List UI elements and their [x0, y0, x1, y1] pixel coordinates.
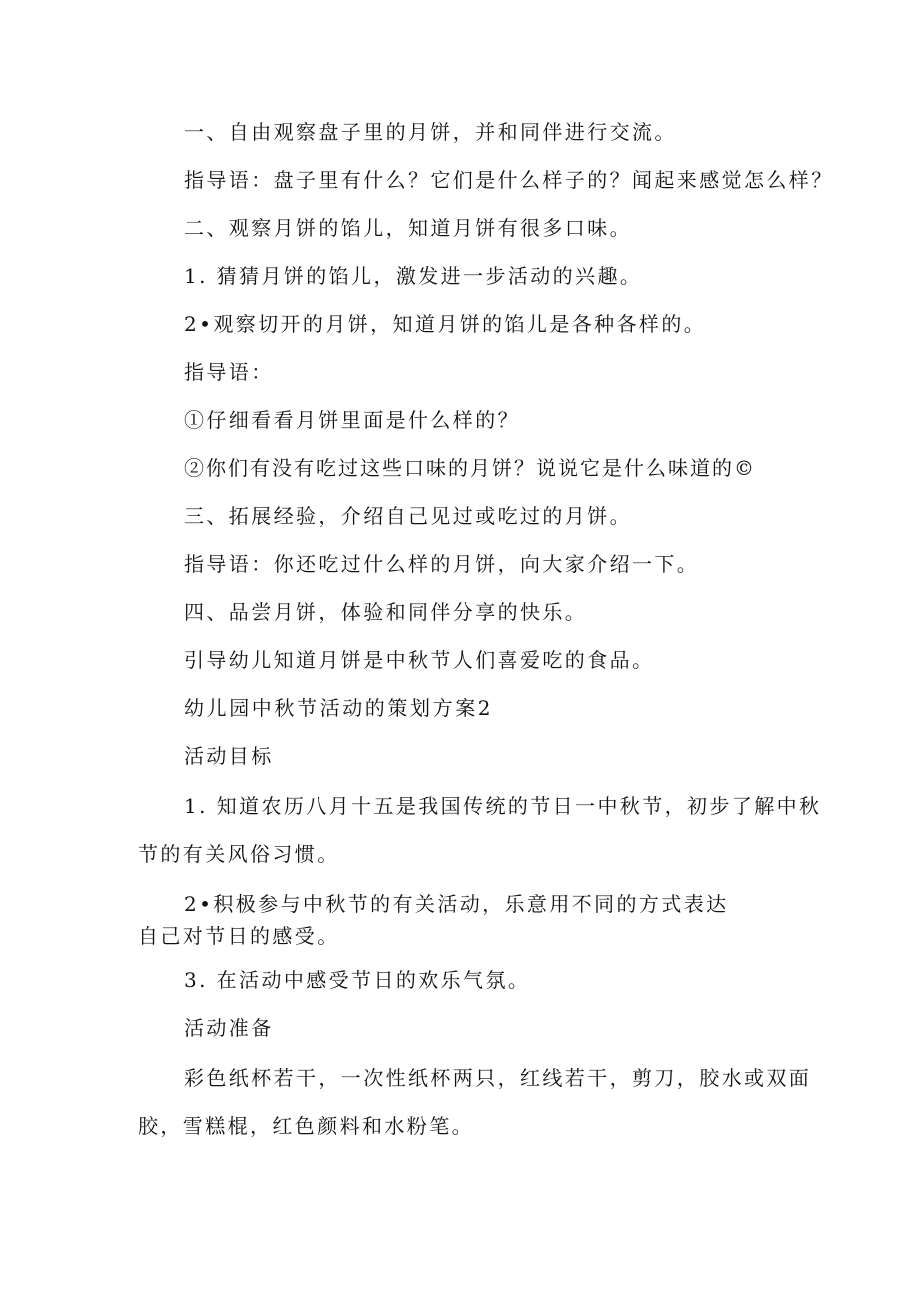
plan-title: 幼儿园中秋节活动的策划方案2	[184, 696, 494, 720]
goal-1-line-1: 1. 知道农历八月十五是我国传统的节日一中秋节，初步了解中秋	[184, 794, 822, 818]
question-1: ①仔细看看月饼里面是什么样的？	[184, 408, 520, 432]
activity-preparation-heading: 活动准备	[184, 1016, 274, 1040]
question-2: ②你们有没有吃过这些口味的月饼？说说它是什么味道的©	[184, 456, 756, 480]
materials-line-1: 彩色纸杯若干，一次性纸杯两只，红线若干，剪刀，胶水或双面	[184, 1066, 812, 1090]
goal-3-line: 3. 在活动中感受节日的欢乐气氛。	[184, 968, 531, 992]
goal-2-line-1: 2•积极参与中秋节的有关活动，乐意用不同的方式表达	[184, 892, 729, 916]
step-2-text: 2•观察切开的月饼，知道月饼的馅儿是各种各样的。	[184, 312, 707, 336]
goal-1-line-2: 节的有关风俗习惯。	[138, 842, 340, 866]
materials-line-2: 胶，雪糕棍，红色颜料和水粉笔。	[138, 1114, 474, 1138]
section-one-heading: 一、自由观察盘子里的月饼，并和同伴进行交流。	[184, 120, 677, 144]
section-two-heading: 二、观察月饼的馅儿，知道月饼有很多口味。	[184, 216, 632, 240]
step-1-text: 1. 猜猜月饼的馅儿，激发进一步活动的兴趣。	[184, 264, 643, 288]
goal-2-line-2: 自己对节日的感受。	[138, 924, 340, 948]
guidance-line-1: 指导语：盘子里有什么？它们是什么样子的？闻起来感觉怎么样？	[184, 168, 834, 192]
guidance-label: 指导语：	[184, 360, 274, 384]
section-four-heading: 四、品尝月饼，体验和同伴分享的快乐。	[184, 600, 588, 624]
activity-goals-heading: 活动目标	[184, 744, 274, 768]
guidance-line-2: 指导语：你还吃过什么样的月饼，向大家介绍一下。	[184, 552, 700, 576]
section-three-heading: 三、拓展经验，介绍自己见过或吃过的月饼。	[184, 504, 632, 528]
guidance-food-line: 引导幼儿知道月饼是中秋节人们喜爱吃的食品。	[184, 648, 655, 672]
